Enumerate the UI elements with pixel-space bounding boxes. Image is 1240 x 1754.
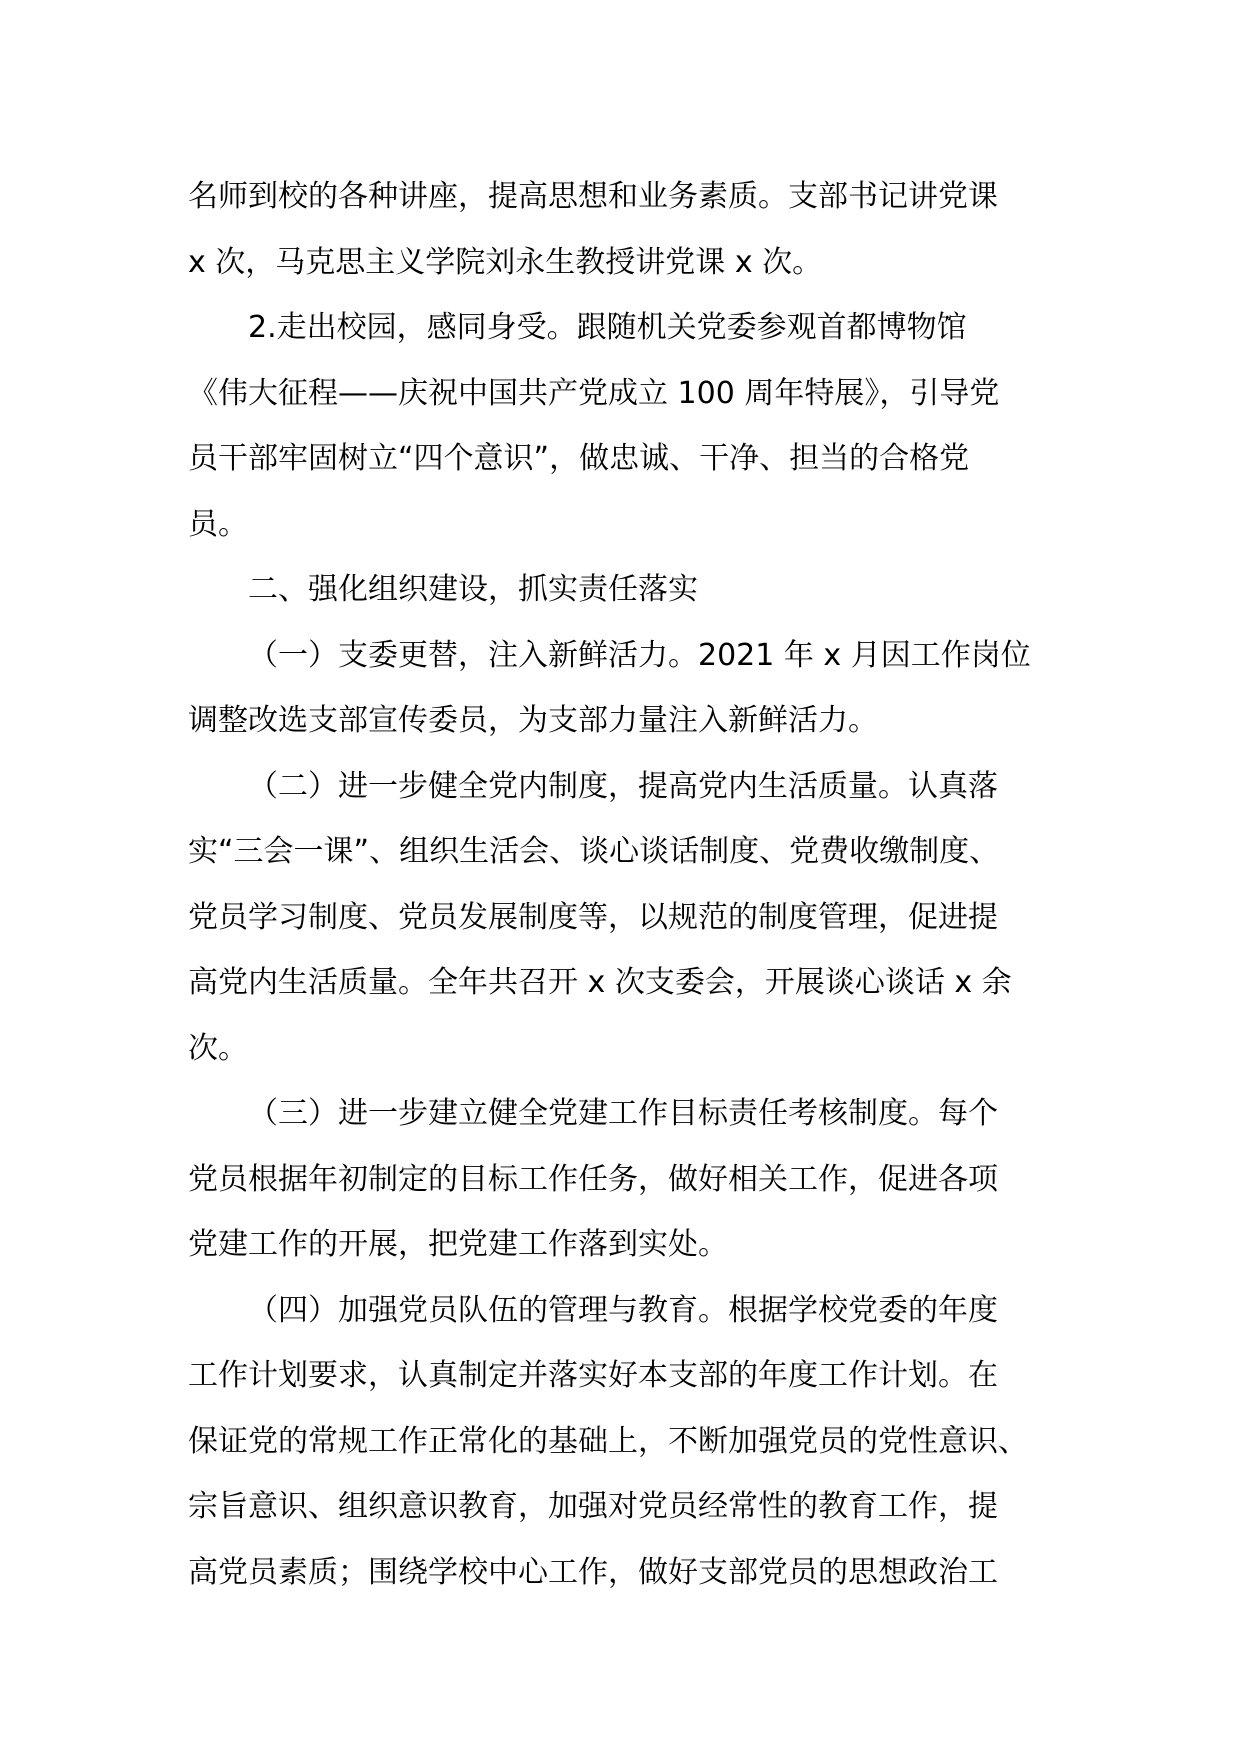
text-line: 保证党的常规工作正常化的基础上，不断加强党员的党性意识、	[188, 1423, 1028, 1459]
text-line: 高党员素质；围绕学校中心工作，做好支部党员的思想政治工	[188, 1554, 998, 1590]
text-line: 名师到校的各种讲座，提高思想和业务素质。支部书记讲党课	[188, 179, 998, 214]
text-line: 2.走出校园，感同身受。跟随机关党委参观首都博物馆	[248, 310, 967, 345]
text-line: 员。	[188, 506, 248, 542]
text-line: 高党内生活质量。全年共召开 x 次支委会，开展谈心谈话 x 余	[188, 965, 1012, 1000]
text-line: 党建工作的开展，把党建工作落到实处。	[188, 1227, 728, 1262]
text-line: （三）进一步建立健全党建工作目标责任考核制度。每个	[248, 1096, 998, 1131]
text-line: 《伟大征程——庆祝中国共产党成立 100 周年特展》，引导党	[188, 375, 1000, 411]
text-line: （二）进一步健全党内制度，提高党内生活质量。认真落	[248, 768, 998, 804]
text-line: 党员根据年初制定的目标工作任务，做好相关工作，促进各项	[188, 1161, 998, 1197]
text-line: 宗旨意识、组织意识教育，加强对党员经常性的教育工作，提	[188, 1489, 998, 1524]
document-body	[188, 164, 1068, 1605]
text-line: 实“三会一课”、组织生活会、谈心谈话制度、党费收缴制度、	[188, 834, 1000, 869]
text-line: 工作计划要求，认真制定并落实好本支部的年度工作计划。在	[188, 1358, 998, 1393]
text-line: （一）支委更替，注入新鲜活力。2021 年 x 月因工作岗位	[248, 637, 1031, 673]
text-line: 二、强化组织建设，抓实责任落实	[248, 572, 698, 607]
text-line: 次。	[188, 1030, 248, 1066]
text-line: 调整改选支部宣传委员，为支部力量注入新鲜活力。	[188, 703, 878, 738]
text-line: （四）加强党员队伍的管理与教育。根据学校党委的年度	[248, 1292, 998, 1328]
text-line: 党员学习制度、党员发展制度等，以规范的制度管理，促进提	[188, 899, 998, 935]
text-line: 员干部牢固树立“四个意识”，做忠诚、干净、担当的合格党	[188, 441, 970, 476]
text-line: x 次，马克思主义学院刘永生教授讲党课 x 次。	[188, 244, 823, 280]
